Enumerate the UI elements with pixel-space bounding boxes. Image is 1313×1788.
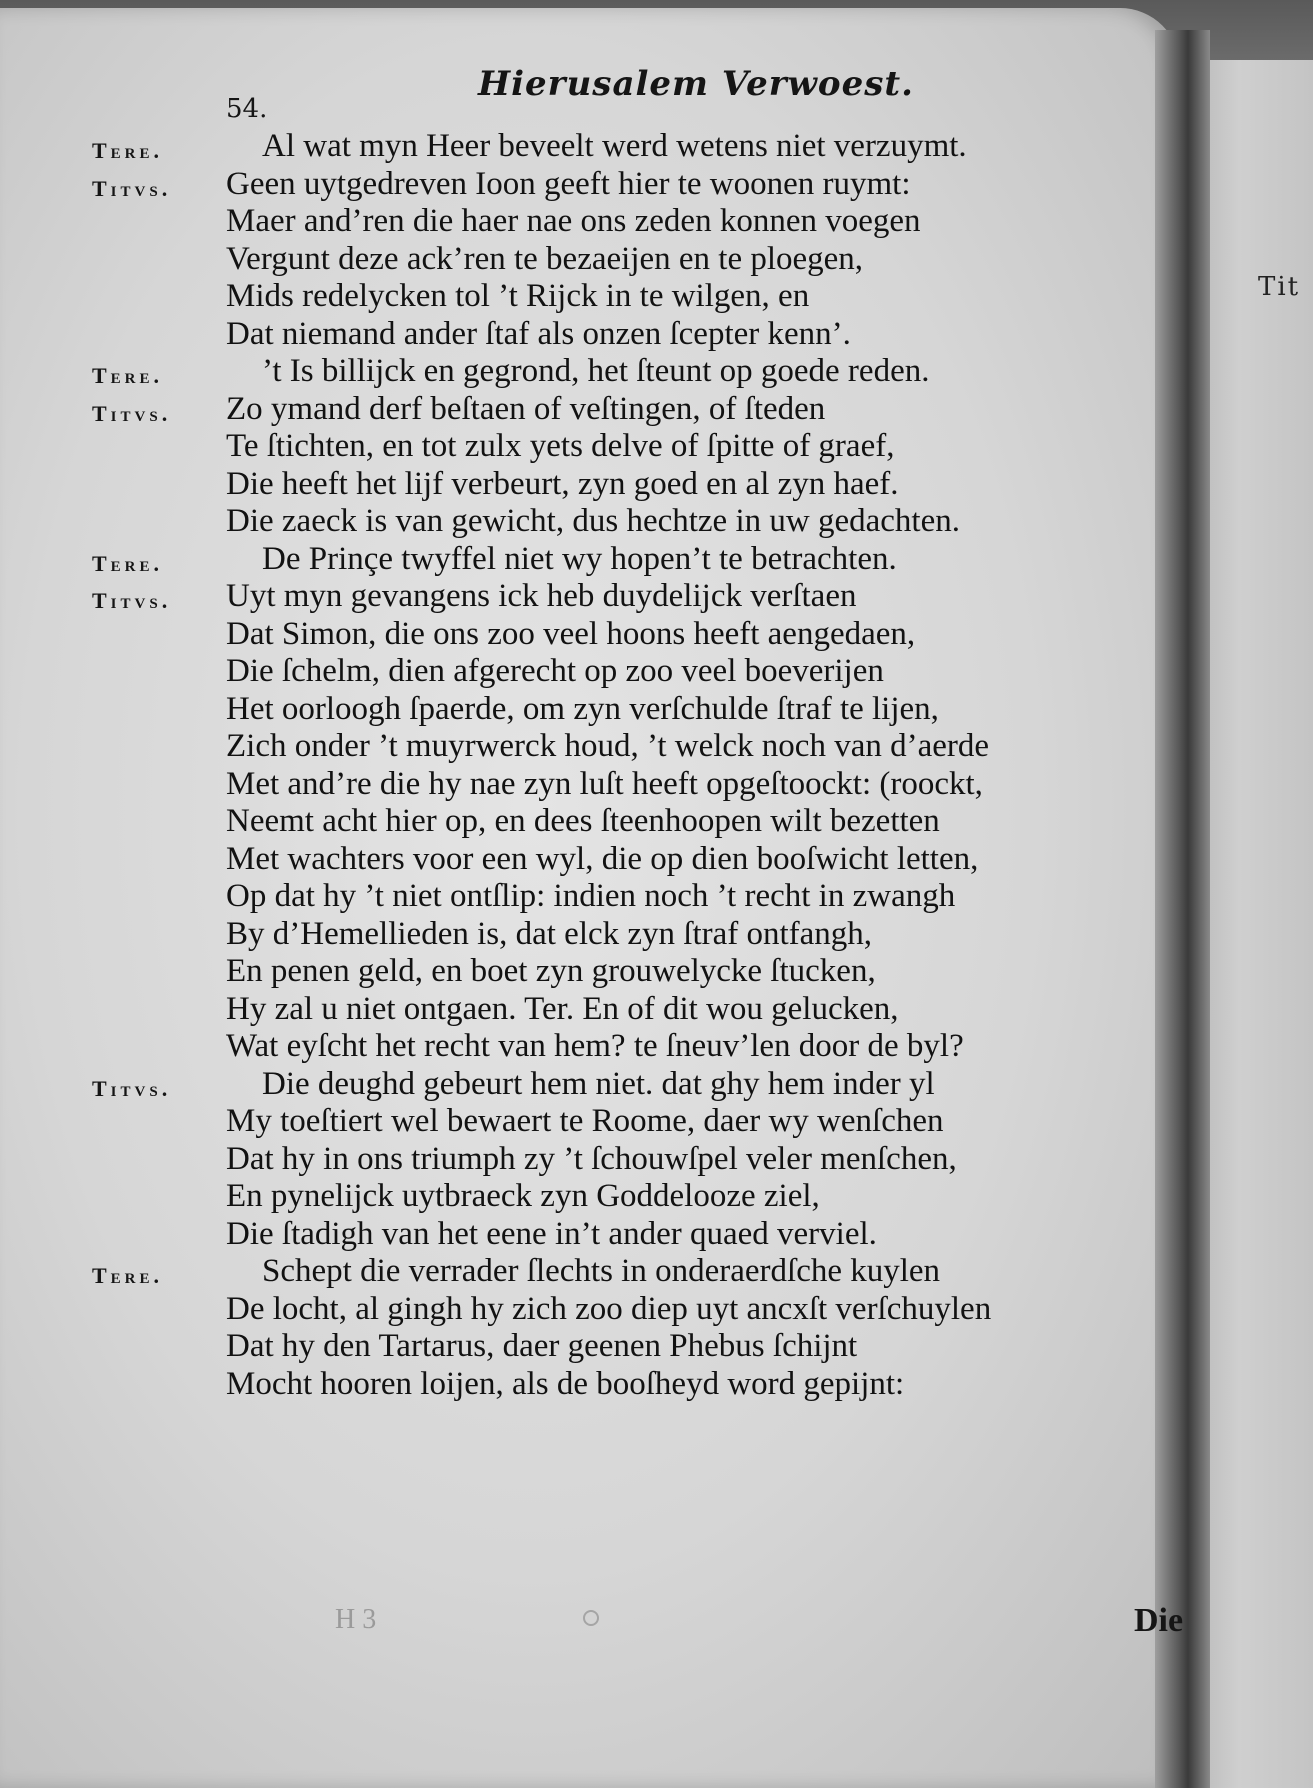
verse-line xyxy=(0,578,1160,616)
verse-line xyxy=(0,541,1160,579)
verse-line xyxy=(0,466,1160,504)
verse-line xyxy=(0,653,1160,691)
verse-line xyxy=(0,803,1160,841)
verse-text: Dat hy in ons triumph zy ’t ſchouwſpel veler menſchen, xyxy=(226,1140,957,1177)
verse-text: Die heeft het lijf verbeurt, zyn goed en al zyn haef. xyxy=(226,465,899,502)
verse-text: Met wachters voor een wyl, die op dien booſwicht letten, xyxy=(226,840,979,877)
verse-line xyxy=(0,691,1160,729)
ring-mark xyxy=(583,1610,599,1626)
verse-text: Geen uytgedreven Ioon geeft hier te woonen ruymt: xyxy=(226,165,911,202)
verse-text: Zo ymand derf beſtaen of veſtingen, of ſteden xyxy=(226,390,826,427)
verse-text: De locht, al gingh hy zich zoo diep uyt ancxſt verſchuylen xyxy=(226,1290,992,1327)
catchword: Die xyxy=(1134,1602,1184,1639)
verse-line xyxy=(0,878,1160,916)
verse-text: Mocht hooren loijen, als de booſheyd word gepijnt: xyxy=(226,1365,905,1402)
verse-text: En pynelijck uytbraeck zyn Goddelooze ziel, xyxy=(226,1178,820,1214)
verse-text: Die zaeck is van gewicht, dus hechtze in uw gedachten. xyxy=(226,503,960,539)
signature-mark: H 3 xyxy=(335,1604,377,1635)
verse-line xyxy=(0,391,1160,429)
speaker-label: Titvs. xyxy=(92,588,172,613)
verse-line xyxy=(0,728,1160,766)
verse-text: Dat hy den Tartarus, daer geenen Phebus ſchijnt xyxy=(226,1328,858,1364)
verse-text: By d’Hemellieden is, dat elck zyn ſtraf ontfangh, xyxy=(226,915,873,952)
verse-line xyxy=(0,1103,1160,1141)
verse-line xyxy=(0,503,1160,541)
verse-text: Die ſtadigh van het eene in’t ander quaed verviel. xyxy=(226,1215,877,1252)
verse-line xyxy=(0,278,1160,316)
verse-line xyxy=(0,916,1160,954)
verse-line xyxy=(0,428,1160,466)
verse-text: Die ſchelm, dien afgerecht op zoo veel boeverijen xyxy=(226,653,884,689)
verse-line xyxy=(0,1028,1160,1066)
speaker-label: Tere. xyxy=(92,138,164,163)
verse-line xyxy=(0,1366,1160,1404)
verse-line xyxy=(0,316,1160,354)
verse-line xyxy=(0,1328,1160,1366)
verse-line xyxy=(0,953,1160,991)
verse-line xyxy=(0,203,1160,241)
speaker-label: Tere. xyxy=(92,550,164,576)
speaker-label: Tere. xyxy=(92,1263,164,1288)
verse-text: Op dat hy ’t niet ontſlip: indien noch ’t recht in zwangh xyxy=(226,878,956,914)
verse-text: Al wat myn Heer beveelt werd wetens niet verzuymt. xyxy=(262,128,967,164)
verse-line xyxy=(0,991,1160,1029)
speaker-label: Titvs. xyxy=(92,400,172,426)
verse-line xyxy=(0,128,1160,166)
verse-line xyxy=(0,616,1160,654)
book-gutter xyxy=(1155,30,1210,1788)
verse-block xyxy=(0,128,1160,1403)
verse-line xyxy=(0,1216,1160,1254)
running-title: Hierusalem Verwoest. xyxy=(478,64,914,104)
verse-text: Mids redelycken tol ’t Rijck in te wilgen, en xyxy=(226,278,810,314)
speaker-label: Titvs. xyxy=(92,1075,172,1101)
verse-text: My toeſtiert wel bewaert te Roome, daer wy wenſchen xyxy=(226,1103,944,1139)
verse-text: Hy zal u niet ontgaen. Ter. En of dit wou gelucken, xyxy=(226,990,899,1027)
verse-line xyxy=(0,353,1160,391)
verse-line xyxy=(0,1291,1160,1329)
verse-text: Maer and’ren die haer nae ons zeden konnen voegen xyxy=(226,203,921,239)
verse-text: Uyt myn gevangens ick heb duydelijck verſtaen xyxy=(226,578,857,614)
verse-line xyxy=(0,766,1160,804)
verse-text: Zich onder ’t muyrwerck houd, ’t welck noch van d’aerde xyxy=(226,728,990,764)
verse-text: Te ſtichten, en tot zulx yets delve of ſpitte of graef, xyxy=(226,428,895,464)
verse-text: En penen geld, en boet zyn grouwelycke ſtucken, xyxy=(226,953,876,989)
verse-line xyxy=(0,1178,1160,1216)
speaker-label: Tere. xyxy=(92,363,164,388)
verse-text: Dat Simon, die ons zoo veel hoons heeft aengedaen, xyxy=(226,615,916,652)
verse-text: Het oorloogh ſpaerde, om zyn verſchulde ſtraf te lijen, xyxy=(226,690,939,727)
verse-line xyxy=(0,166,1160,204)
verse-text: Die deughd gebeurt hem niet. dat ghy hem inder yl xyxy=(262,1065,935,1102)
verse-text: Vergunt deze ack’ren te bezaeijen en te ploegen, xyxy=(226,240,864,277)
verse-text: ’t Is billijck en gegrond, het ſteunt op goede reden. xyxy=(262,353,930,389)
verse-line xyxy=(0,1253,1160,1291)
speaker-label: Titvs. xyxy=(92,175,172,201)
verse-text: Neemt acht hier op, en dees ſteenhoopen wilt bezetten xyxy=(226,803,940,839)
facing-page-speaker: Tit xyxy=(1258,272,1301,302)
verse-text: Met and’re die hy nae zyn luſt heeft opgeſtoockt: (roockt, xyxy=(226,765,983,802)
verse-text: Schept die verrader ſlechts in onderaerdſche kuylen xyxy=(262,1253,941,1289)
verse-text: Dat niemand ander ſtaf als onzen ſcepter kenn’. xyxy=(226,315,851,352)
page-number: 54. xyxy=(226,94,268,124)
verse-line xyxy=(0,1066,1160,1104)
verse-line xyxy=(0,841,1160,879)
verse-text: De Prinçe twyffel niet wy hopen’t te betrachten. xyxy=(262,540,897,577)
verse-text: Wat eyſcht het recht van hem? te ſneuv’len door de byl? xyxy=(226,1028,964,1064)
verse-line xyxy=(0,241,1160,279)
verse-line xyxy=(0,1141,1160,1179)
